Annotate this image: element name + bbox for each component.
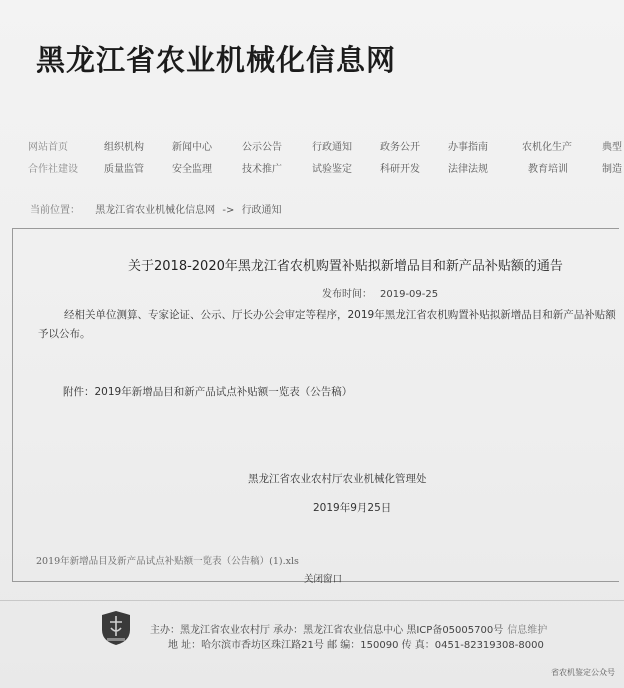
nav-item-home[interactable]: 网站首页 <box>28 142 68 153</box>
nav-item-law[interactable]: 法律法规 <box>448 164 488 175</box>
nav-item-cooperatives[interactable]: 合作社建设 <box>28 164 78 175</box>
nav-item-notices[interactable]: 公示公告 <box>242 142 282 153</box>
publish-date-value: 2019-09-25 <box>380 289 439 300</box>
close-window-link[interactable]: 关闭窗口 <box>304 574 343 585</box>
breadcrumb-current[interactable]: 行政通知 <box>241 205 282 216</box>
main-nav <box>28 138 624 182</box>
signature-organization: 黑龙江省农业农村厅农业机械化管理处 <box>248 473 427 485</box>
nav-item-safety[interactable]: 安全监理 <box>172 164 212 175</box>
footer-sponsor-text: 主办：黑龙江省农业农村厅 承办：黑龙江省农业信息中心 黑ICP备05005700号 <box>150 625 504 636</box>
nav-item-production[interactable]: 农机化生产 <box>522 142 572 153</box>
footer-address: 地 址：哈尔滨市香坊区珠江路21号 邮 编：150090 传 真：0451-82319308-8000 <box>168 640 544 651</box>
nav-row-2 <box>28 160 624 182</box>
nav-item-manufacturing[interactable]: 制造 <box>602 164 622 175</box>
breadcrumb-label: 当前位置： <box>30 205 80 216</box>
nav-item-gov-affairs[interactable]: 政务公开 <box>380 142 420 153</box>
site-title: 黑龙江省农业机械化信息网 <box>36 43 397 77</box>
publish-date-label: 发布时间： <box>322 289 372 300</box>
publish-date <box>322 285 446 300</box>
nav-item-organization[interactable]: 组织机构 <box>104 142 144 153</box>
breadcrumb <box>30 201 282 216</box>
breadcrumb-home-link[interactable]: 黑龙江省农业机械化信息网 <box>95 205 216 216</box>
attachment-note: 附件：2019年新增品目和新产品试点补贴额一览表（公告稿） <box>63 386 353 398</box>
nav-item-quality[interactable]: 质量监管 <box>104 164 144 175</box>
nav-item-tech[interactable]: 技术推广 <box>242 164 282 175</box>
nav-item-admin-notices[interactable]: 行政通知 <box>312 142 352 153</box>
nav-item-typical[interactable]: 典型 <box>602 142 622 153</box>
footer-sponsor <box>150 621 547 636</box>
signature-date: 2019年9月25日 <box>313 502 392 514</box>
footer-maintain-link[interactable]: 信息维护 <box>507 625 548 636</box>
nav-item-news[interactable]: 新闻中心 <box>172 142 212 153</box>
article-body: 经相关单位测算、专家论证、公示、厅长办公会审定等程序，2019年黑龙江省农机购置补贴拟新增品目和新产品补贴额予以公布。 <box>38 309 616 340</box>
emblem-icon <box>100 610 132 646</box>
nav-item-guide[interactable]: 办事指南 <box>448 142 488 153</box>
attachment-file-link[interactable]: 2019年新增品目及新产品试点补贴额一览表（公告稿）(1).xls <box>36 556 299 567</box>
breadcrumb-separator: -> <box>222 205 235 216</box>
nav-item-research[interactable]: 科研开发 <box>380 164 420 175</box>
nav-row-1 <box>28 138 624 160</box>
article-title: 关于2018-2020年黑龙江省农机购置补贴拟新增品目和新产品补贴额的通告 <box>128 258 563 274</box>
footer-divider <box>0 600 624 601</box>
watermark-caption: 省农机鉴定公众号 <box>551 668 615 677</box>
nav-item-training[interactable]: 教育培训 <box>528 164 568 175</box>
nav-item-testing[interactable]: 试验鉴定 <box>312 164 352 175</box>
article-panel <box>12 228 619 582</box>
